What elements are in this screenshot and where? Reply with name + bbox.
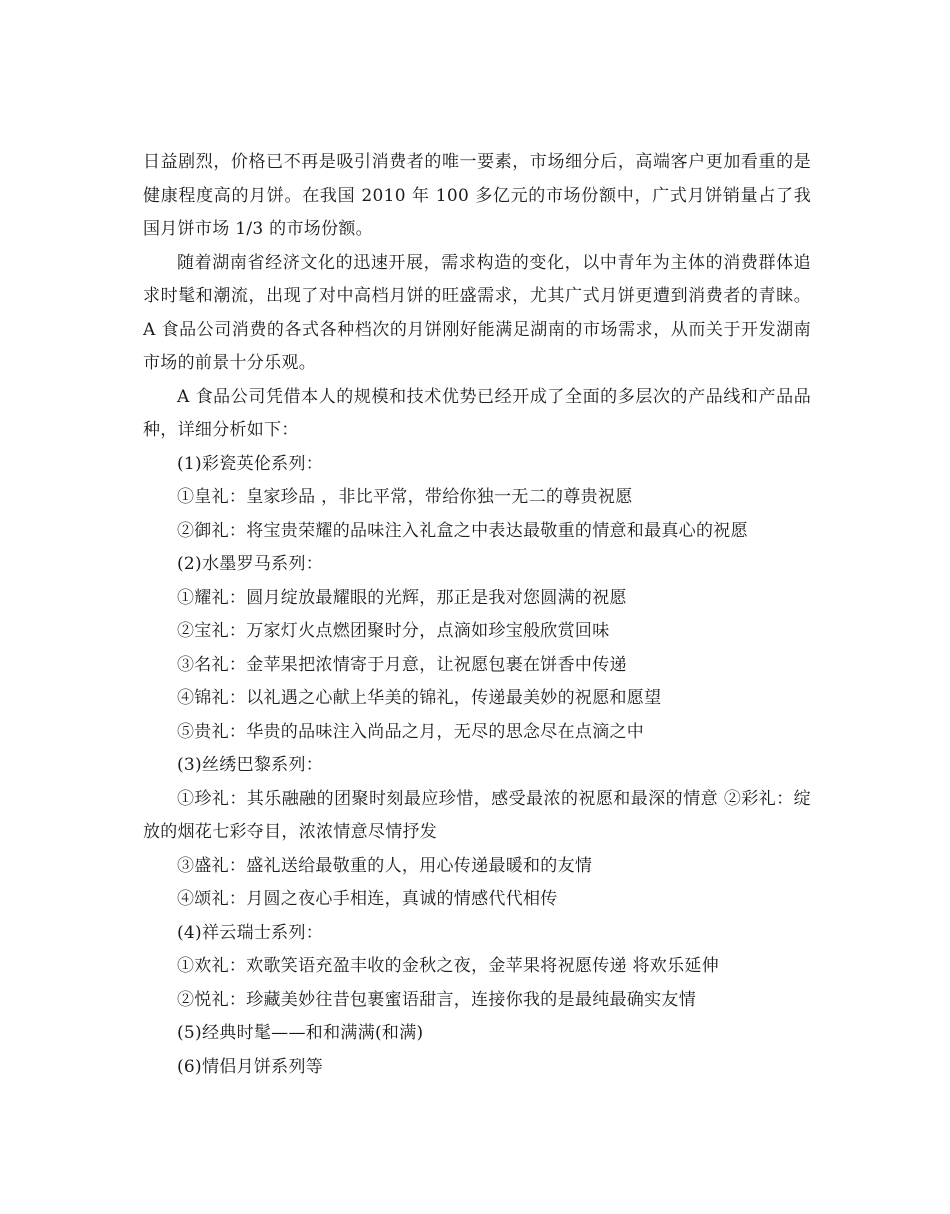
- list-item: ①珍礼：其乐融融的团聚时刻最应珍惜，感受最浓的祝愿和最深的情意 ②彩礼：绽放的烟花七彩夺目，浓浓情意尽情抒发: [143, 788, 811, 842]
- paragraph-product-lines: A 食品公司凭借本人的规模和技术优势已经开成了全面的多层次的产品线和产品品种，详细分析如下：: [143, 386, 811, 440]
- list-item: ③名礼：金苹果把浓情寄于月意，让祝愿包裹在饼香中传递: [177, 654, 627, 675]
- series-heading-6: (6)情侣月饼系列等: [177, 1056, 324, 1077]
- list-item: ②御礼：将宝贵荣耀的品味注入礼盒之中表达最敬重的情意和最真心的祝愿: [177, 520, 748, 541]
- list-item: ①耀礼：圆月绽放最耀眼的光辉，那正是我对您圆满的祝愿: [177, 587, 627, 608]
- series-heading-1: (1)彩瓷英伦系列：: [177, 453, 324, 474]
- list-item: ①皇礼：皇家珍品 ，非比平常，带给你独一无二的尊贵祝愿: [177, 487, 633, 507]
- paragraph-market-share: 日益剧烈，价格已不再是吸引消费者的唯一要素，市场细分后，高端客户更加看重的是健康程度高的月饼。在我国 2010 年 100 多亿元的市场份额中，广式月饼销量占了我国月饼市场 1/3 的市场份额。: [143, 152, 811, 239]
- series-heading-4: (4)祥云瑞士系列：: [177, 922, 324, 943]
- document-body: [143, 146, 811, 1084]
- list-item: ④锦礼：以礼遇之心献上华美的锦礼，传递最美妙的祝愿和愿望: [177, 688, 662, 708]
- list-item: ②悦礼：珍藏美妙往昔包裹蜜语甜言，连接你我的是最纯最确实友情: [177, 989, 696, 1010]
- list-item: ③盛礼：盛礼送给最敬重的人，用心传递最暖和的友情: [177, 855, 593, 876]
- list-item: ①欢礼：欢歌笑语充盈丰收的金秋之夜，金苹果将祝愿传递 将欢乐延伸: [177, 956, 720, 976]
- list-item: ②宝礼：万家灯火点燃团聚时分，点滴如珍宝般欣赏回味: [177, 621, 610, 641]
- paragraph-hunan-demand: 随着湖南省经济文化的迅速开展，需求构造的变化，以中青年为主体的消费群体追求时髦和潮流，出现了对中高档月饼的旺盛需求，尤其广式月饼更遭到消费者的青睐。A 食品公司消费的各式各种档次的月饼刚好能满足湖南的市场需求，从而关于开发湖南市场的前景十分乐观。: [143, 252, 811, 373]
- list-item: ④颂礼：月圆之夜心手相连，真诚的情感代代相传: [177, 889, 558, 909]
- series-heading-3: (3)丝绣巴黎系列：: [177, 755, 324, 775]
- list-item: ⑤贵礼：华贵的品味注入尚品之月，无尽的思念尽在点滴之中: [177, 721, 645, 742]
- series-heading-2: (2)水墨罗马系列：: [177, 554, 324, 574]
- series-heading-5: (5)经典时髦——和和满满(和满): [177, 1023, 424, 1043]
